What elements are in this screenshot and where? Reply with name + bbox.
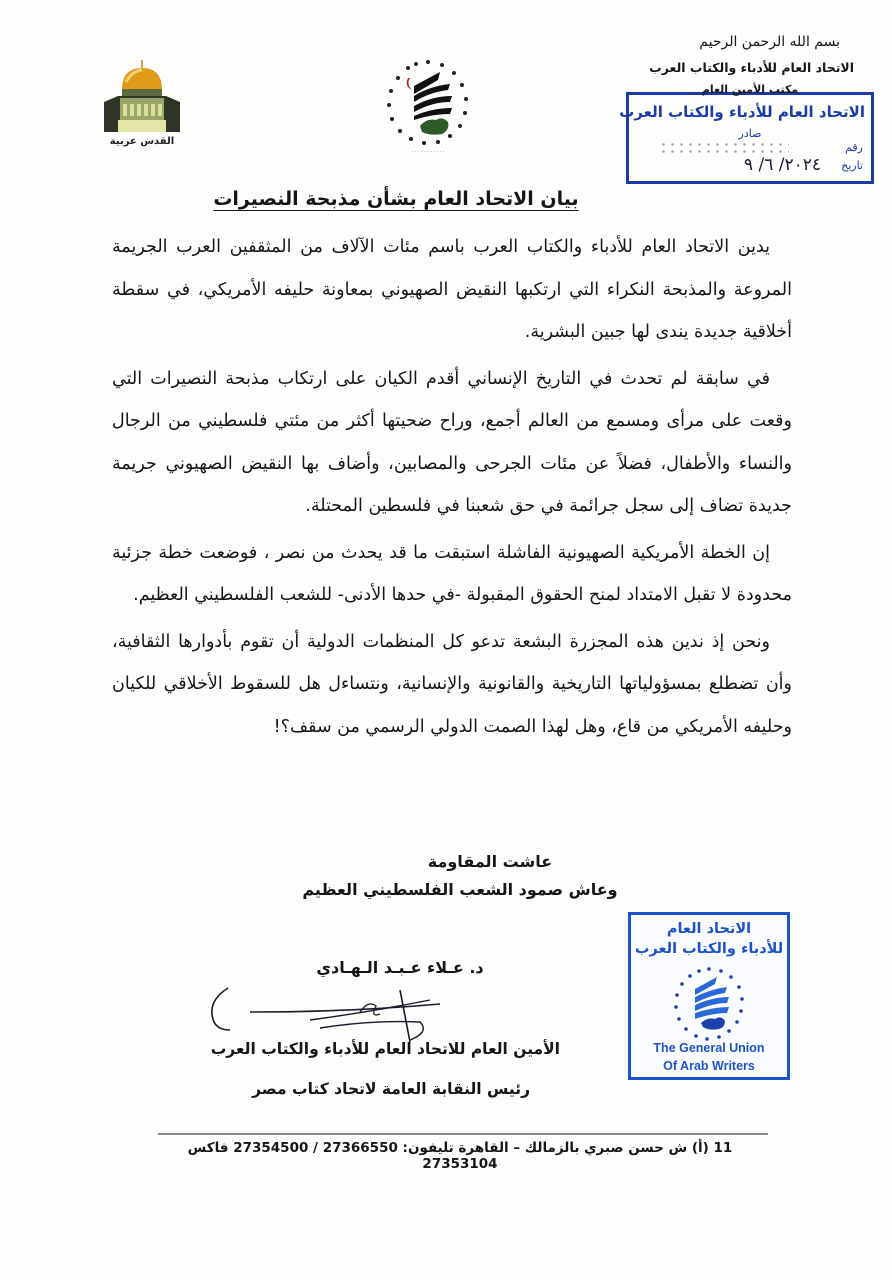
stamp-number-value	[659, 141, 789, 155]
logo-caption: القدس عربية	[109, 136, 175, 147]
seal-english-line: Of Arab Writers	[663, 1059, 755, 1073]
paragraph: يدين الاتحاد العام للأدباء والكتاب العرب باسم مئات الآلاف من المثقفين العرب الجريمة المروعة والمذبحة النكراء التي ارتكبها النقيض الصهيوني بمعاونة حليفه الأمريكي، في سقطة أخلاقية جديدة يندى لها جبين البشرية.	[112, 237, 792, 342]
seal-english-line: The General Union	[653, 1041, 765, 1055]
stamp-issued-label: صادر	[738, 127, 762, 140]
stamp-date: ٢٠٢٤/ ٦/ ٩	[743, 155, 821, 175]
seal-arabic-line: الاتحاد العام	[666, 921, 752, 937]
office-label: مكتب الأمين العام	[701, 83, 799, 96]
seal-arabic-line: للأدباء والكتاب العرب	[634, 941, 784, 957]
official-seal	[628, 912, 790, 1080]
stamp-date-label: تاريخ	[841, 159, 863, 172]
stamp-title: الاتحاد العام للأدباء والكتاب العرب	[619, 103, 865, 121]
union-emblem-icon	[667, 965, 751, 1045]
paragraph: ونحن إذ ندين هذه المجزرة البشعة تدعو كل المنظمات الدولية أن تقوم بأدوارها الثقافية، وأن تضطلع بمسؤولياتها التاريخية والقانونية والإنسانية، ونتساءل هل للسقوط الأخلاقي للكيان وحليفه الأمريكي من قاع، وهل لهذا الصمت الدولي الرسمي من سقف؟!	[112, 631, 792, 737]
footer-divider	[158, 1133, 768, 1135]
union-emblem-icon	[378, 56, 478, 156]
office-stamp	[619, 83, 874, 184]
organization-header: الاتحاد العام للأدباء والكتاب العرب	[649, 60, 854, 75]
paragraph: في سابقة لم تحدث في التاريخ الإنساني أقدم الكيان على ارتكاب مذبحة النصيرات التي وقعت على مرأى ومسمع من العالم أجمع، وراح ضحيتها أكثر من مئتي فلسطيني من الرجال والنساء والأطفال، فضلاً عن مئات الجرحى والمصابين، وأضاف بها النقيض الصهيوني جريمة جديدة تضاف إلى سجل جرائمة في حق شعبنا في فلسطين المحتلة.	[112, 368, 792, 516]
signer-name: د. عـلاء عـبـد الـهـادي	[316, 958, 484, 977]
signer-title: الأمين العام للاتحاد العام للأدباء والكتاب العرب	[210, 1040, 560, 1058]
document-title: بيان الاتحاد العام بشأن مذبحة النصيرات	[213, 188, 579, 210]
closing-line: عاشت المقاومة	[427, 852, 553, 871]
handwritten-signature	[200, 982, 500, 1042]
basmala: بسم الله الرحمن الرحيم	[699, 34, 840, 50]
signer-title: رئيس النقابة العامة لاتحاد كتاب مصر	[252, 1080, 530, 1098]
svg-text:· · · · · · · · · · ·: · · · · · · · · · · ·	[411, 149, 445, 155]
footer-address: 11 (أ) ش حسن صبري بالزمالك – القاهرة تليفون: 27366550 / 27354500 فاكس 27353104	[187, 1140, 733, 1172]
document-body	[112, 226, 792, 752]
closing-line: وعاش صمود الشعب الفلسطيني العظيم	[302, 880, 618, 899]
paragraph: إن الخطة الأمريكية الصهيونية الفاشلة استبقت ما قد يحدث من نصر ، فوضعت خطة جزئية محدودة لا تقبل الامتداد لمنح الحقوق المقبولة -في حدها الأدنى- للشعب الفلسطيني العظيم.	[112, 542, 792, 605]
stamp-number-label: رقم	[845, 141, 863, 154]
dome-of-rock-icon	[96, 58, 188, 150]
